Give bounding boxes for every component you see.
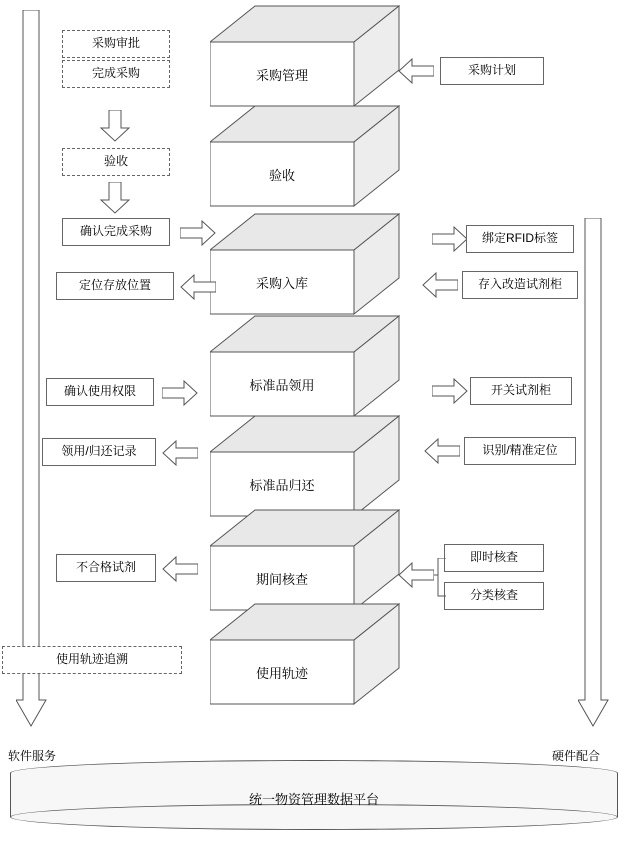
right-box-caigou-jihua[interactable]: 采购计划	[440, 57, 544, 85]
stack-slab-7[interactable]	[210, 602, 400, 706]
right-arrow-left-4	[398, 562, 434, 588]
stack-label-1: 采购管理	[255, 67, 308, 83]
right-arrow-right-1	[432, 226, 468, 252]
right-arrow-right-2	[432, 378, 468, 404]
right-hecha-connector	[430, 558, 448, 598]
left-box-caigou-shenpi[interactable]: 采购审批	[62, 30, 170, 58]
stack-label-5: 标准品归还	[249, 477, 315, 493]
stack-slab-3[interactable]	[210, 212, 400, 316]
left-down-arrow-1	[100, 110, 130, 142]
right-box-bangding-rfid[interactable]: 绑定RFID标签	[466, 225, 574, 253]
left-box-queren-wancheng-caigou[interactable]: 确认完成采购	[62, 218, 170, 246]
left-arrow-right-1	[180, 220, 216, 246]
platform-label: 统一物资管理数据平台	[248, 791, 379, 807]
left-box-shiyong-guiji-zhuisu[interactable]: 使用轨迹追溯	[2, 646, 182, 674]
left-arrow-left-1	[180, 274, 216, 300]
stack-slab-5[interactable]	[210, 414, 400, 518]
right-arrow-left-1	[398, 58, 434, 84]
left-box-dingwei-cunfang[interactable]: 定位存放位置	[56, 272, 174, 300]
stack-label-6: 期间核查	[255, 571, 308, 587]
left-rail-arrow	[16, 10, 56, 730]
right-arrow-left-3	[424, 438, 460, 464]
left-box-wancheng-caigou[interactable]: 完成采购	[62, 60, 170, 88]
right-box-shibie-jingzhun-dingwei[interactable]: 识别/精准定位	[464, 437, 576, 465]
stack-slab-1[interactable]	[210, 4, 400, 108]
right-box-jishi-hecha[interactable]: 即时核查	[444, 544, 544, 572]
right-rail-arrow	[578, 218, 618, 730]
right-box-kaiguan-shijigui[interactable]: 开关试剂柜	[470, 377, 572, 405]
stack-label-7: 使用轨迹	[255, 665, 308, 681]
stack-label-4: 标准品领用	[249, 377, 315, 393]
right-arrow-left-2	[422, 272, 458, 298]
right-box-fenlei-hecha[interactable]: 分类核查	[444, 582, 544, 610]
left-box-yanshou[interactable]: 验收	[62, 148, 170, 176]
stack-label-2: 验收	[268, 167, 295, 183]
left-arrow-left-2	[162, 440, 198, 466]
left-box-lingyong-guihuan-jilu[interactable]: 领用/归还记录	[42, 438, 156, 466]
left-box-queren-shiyong-quanxian[interactable]: 确认使用权限	[46, 378, 154, 406]
stack-label-3: 采购入库	[255, 275, 308, 291]
left-arrow-right-2	[162, 380, 198, 406]
right-rail-label: 硬件配合	[552, 749, 601, 763]
right-box-cunru-gaizao-shijigui[interactable]: 存入改造试剂柜	[462, 271, 578, 299]
stack-slab-2[interactable]	[210, 104, 400, 208]
left-down-arrow-2	[100, 182, 130, 214]
left-arrow-left-3	[162, 556, 198, 582]
stack-slab-4[interactable]	[210, 314, 400, 418]
left-rail-label: 软件服务	[8, 749, 57, 763]
left-box-buhege-shiji[interactable]: 不合格试剂	[56, 554, 156, 582]
stack-slab-6[interactable]	[210, 508, 400, 612]
